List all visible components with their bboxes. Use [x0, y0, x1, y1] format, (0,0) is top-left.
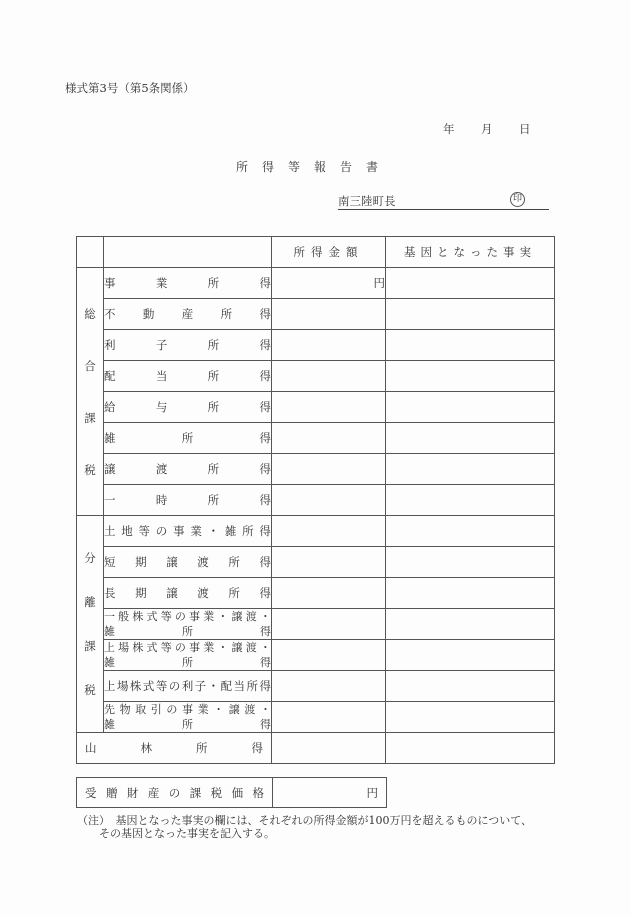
addressee-line — [338, 193, 549, 210]
table-row — [77, 485, 555, 516]
table-row — [77, 640, 555, 671]
day-label: 日 — [519, 122, 531, 136]
table-row — [77, 609, 555, 640]
item-label: 長 期 譲 渡 所 得 — [104, 578, 272, 609]
table-row — [77, 547, 555, 578]
item-label: 短 期 譲 渡 所 得 — [104, 547, 272, 578]
fact-cell[interactable] — [386, 423, 555, 454]
fact-cell[interactable] — [386, 671, 555, 702]
addressee-name: 南三陸町長 — [338, 194, 396, 208]
item-label: 先 物 取 引 の 事 業 ・ 譲 渡 ・ 雑 所 得 — [104, 703, 271, 731]
item-label: 利 子 所 得 — [104, 330, 272, 361]
fact-cell[interactable] — [386, 330, 555, 361]
document-title: 所得等報告書 — [236, 160, 393, 174]
fact-cell[interactable] — [386, 454, 555, 485]
gift-amount-cell[interactable]: 円 — [273, 778, 387, 808]
item-label: 配 当 所 得 — [104, 361, 272, 392]
fact-cell[interactable] — [386, 733, 555, 764]
amount-cell[interactable] — [272, 330, 386, 361]
amount-cell[interactable] — [272, 547, 386, 578]
forest-text: 山 林 所 得 — [85, 741, 263, 755]
income-table — [76, 236, 555, 764]
footnote-line1: （注） 基因となった事実の欄には、それぞれの所得金額が100万円を超えるものについて、 — [77, 814, 533, 827]
table-row-forest — [77, 733, 555, 764]
item-label: 給 与 所 得 — [104, 392, 272, 423]
group-bunri — [77, 516, 555, 733]
fact-cell[interactable] — [386, 578, 555, 609]
header-amount: 所得金額 — [272, 237, 386, 268]
seal-icon: 印 — [510, 192, 525, 207]
fact-cell[interactable] — [386, 516, 555, 547]
fact-cell[interactable] — [386, 547, 555, 578]
amount-cell[interactable] — [272, 361, 386, 392]
amount-cell[interactable] — [272, 671, 386, 702]
table-row — [77, 392, 555, 423]
footnote — [77, 814, 567, 840]
group-sogo — [77, 268, 555, 516]
group-label: 総 合 課 税 — [77, 268, 104, 516]
item-label: 一 時 所 得 — [104, 485, 272, 516]
amount-cell[interactable] — [272, 392, 386, 423]
amount-cell[interactable] — [272, 485, 386, 516]
table-row — [77, 330, 555, 361]
amount-cell[interactable] — [272, 423, 386, 454]
header-row — [77, 237, 555, 268]
header-blank-group — [77, 237, 104, 268]
month-label: 月 — [481, 122, 493, 136]
forest-label — [77, 733, 272, 764]
item-label: 上 場 株 式 等 の 利 子 ・ 配 当 所 得 — [104, 671, 272, 702]
fact-cell[interactable] — [386, 485, 555, 516]
table-row — [77, 423, 555, 454]
header-fact: 基因となった事実 — [386, 237, 555, 268]
amount-cell[interactable]: 円 — [272, 268, 386, 299]
fact-cell[interactable] — [386, 361, 555, 392]
fact-cell[interactable] — [386, 299, 555, 330]
table-row — [77, 454, 555, 485]
table-row — [77, 361, 555, 392]
amount-cell[interactable] — [272, 733, 386, 764]
item-label: 譲 渡 所 得 — [104, 454, 272, 485]
table-row — [77, 671, 555, 702]
item-label: 上 場 株 式 等 の 事 業 ・ 譲 渡 ・ 雑 所 得 — [104, 641, 271, 669]
item-label: 一 般 株 式 等 の 事 業 ・ 譲 渡 ・ 雑 所 得 — [104, 610, 271, 638]
amount-cell[interactable] — [272, 578, 386, 609]
amount-cell[interactable] — [272, 702, 386, 733]
amount-cell[interactable] — [272, 299, 386, 330]
table-row — [77, 299, 555, 330]
table-row — [77, 702, 555, 733]
form-number-label: 様式第3号（第5条関係） — [65, 81, 195, 95]
date-line — [443, 121, 557, 137]
item-label: 土 地 等 の 事 業 ・ 雑 所 得 — [104, 516, 272, 547]
amount-cell[interactable] — [272, 640, 386, 671]
fact-cell[interactable] — [386, 268, 555, 299]
amount-cell[interactable] — [272, 516, 386, 547]
fact-cell[interactable] — [386, 702, 555, 733]
amount-cell[interactable] — [272, 609, 386, 640]
footnote-line2: その基因となった事実を記入する。 — [99, 827, 275, 840]
group-label: 分 離 課 税 — [77, 516, 104, 733]
gift-label-text: 受 贈 財 産 の 課 税 価 格 — [85, 785, 264, 800]
amount-cell[interactable] — [272, 454, 386, 485]
fact-cell[interactable] — [386, 609, 555, 640]
table-row — [77, 268, 555, 299]
fact-cell[interactable] — [386, 392, 555, 423]
item-label: 雑 所 得 — [104, 423, 272, 454]
fact-cell[interactable] — [386, 640, 555, 671]
year-label: 年 — [443, 122, 455, 136]
gift-label — [77, 778, 273, 808]
table-row — [77, 578, 555, 609]
item-label: 事 業 所 得 — [104, 268, 272, 299]
header-blank-item — [104, 237, 272, 268]
table-row — [77, 516, 555, 547]
gift-table — [76, 777, 387, 808]
item-label: 不 動 産 所 得 — [104, 299, 272, 330]
